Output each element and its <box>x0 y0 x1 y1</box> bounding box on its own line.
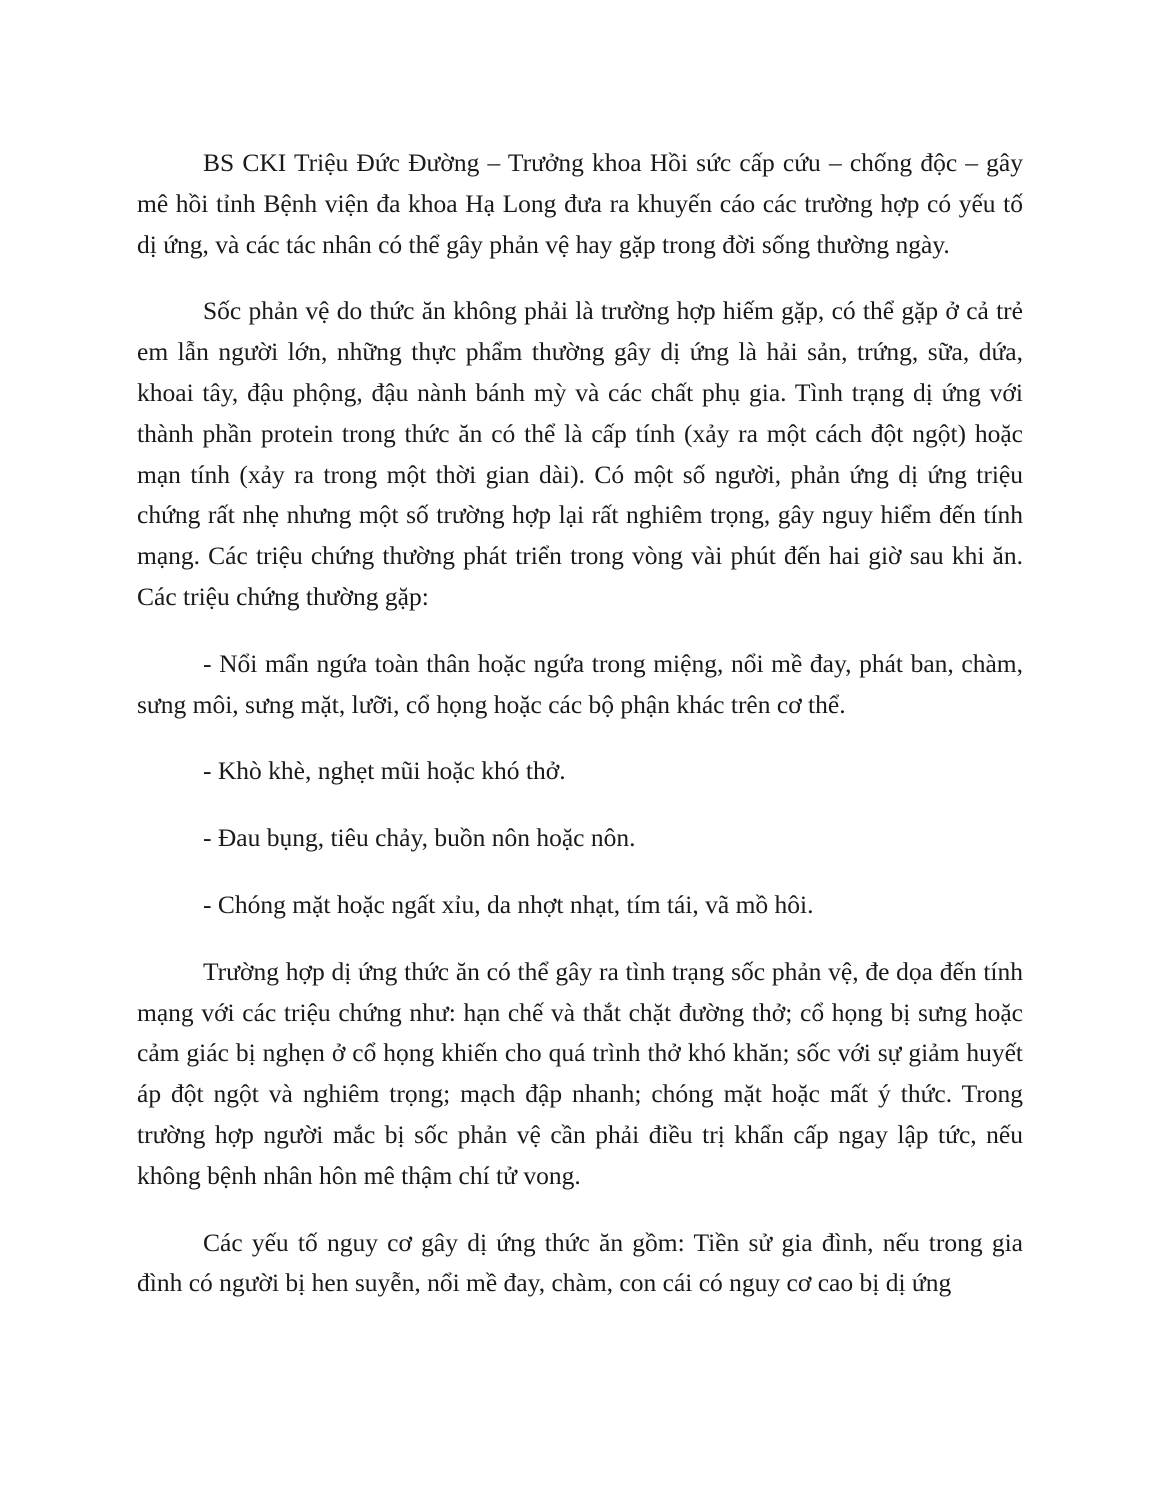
paragraph-intro: BS CKI Triệu Đức Đường – Trưởng khoa Hồi sức cấp cứu – chống độc – gây mê hồi tỉnh Bệnh viện đa khoa Hạ Long đưa ra khuyến cáo các trường hợp có yếu tố dị ứng, và các tác nhân có thể gây phản vệ hay gặp trong đời sống thường ngày. <box>137 148 1023 259</box>
paragraph-food-anaphylaxis: Sốc phản vệ do thức ăn không phải là trường hợp hiếm gặp, có thể gặp ở cả trẻ em lẫn người lớn, những thực phẩm thường gây dị ứng là hải sản, trứng, sữa, dứa, khoai tây, đậu phộng, đậu nành bánh mỳ và các chất phụ gia. Tình trạng dị ứng với thành phần protein trong thức ăn có thể là cấp tính (xảy ra một cách đột ngột) hoặc mạn tính (xảy ra trong một thời gian dài). Có một số người, phản ứng dị ứng triệu chứng rất nhẹ nhưng một số trường hợp lại rất nghiêm trọng, gây nguy hiểm đến tính mạng. Các triệu chứng thường phát triển trong vòng vài phút đến hai giờ sau khi ăn. Các triệu chứng thường gặp: <box>137 296 1023 611</box>
paragraph-severe-reaction: Trường hợp dị ứng thức ăn có thể gây ra tình trạng sốc phản vệ, đe dọa đến tính mạng với các triệu chứng như: hạn chế và thắt chặt đường thở; cổ họng bị sưng hoặc cảm giác bị nghẹn ở cổ họng khiến cho quá trình thở khó khăn; sốc với sự giảm huyết áp đột ngột và nghiêm trọng; mạch đập nhanh; chóng mặt hoặc mất ý thức. Trong trường hợp người mắc bị sốc phản vệ cần phải điều trị khẩn cấp ngay lập tức, nếu không bệnh nhân hôn mê thậm chí tử vong. <box>137 956 1023 1190</box>
symptom-item: - Khò khè, nghẹt mũi hoặc khó thở. <box>203 756 566 786</box>
document-body <box>137 143 1023 1330</box>
symptom-item: - Chóng mặt hoặc ngất xỉu, da nhợt nhạt, tím tái, vã mồ hôi. <box>203 889 814 919</box>
symptom-item: - Nổi mẩn ngứa toàn thân hoặc ngứa trong miệng, nổi mề đay, phát ban, chàm, sưng môi, sưng mặt, lưỡi, cổ họng hoặc các bộ phận khác trên cơ thể. <box>137 648 1023 719</box>
paragraph-risk-factors: Các yếu tố nguy cơ gây dị ứng thức ăn gồm: Tiền sử gia đình, nếu trong gia đình có người bị hen suyễn, nổi mề đay, chàm, con cái có nguy cơ cao bị dị ứng <box>137 1227 1023 1298</box>
symptom-item: - Đau bụng, tiêu chảy, buồn nôn hoặc nôn. <box>203 823 636 853</box>
